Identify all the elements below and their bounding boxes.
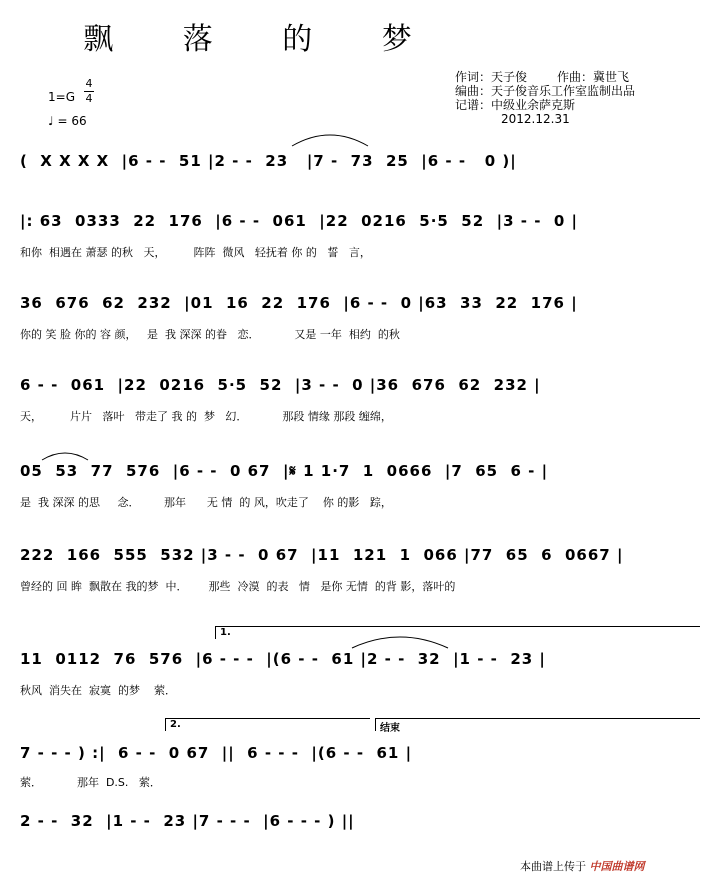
site-logo[interactable]: 中国曲谱网 [589,860,645,873]
volta-2: 2. [165,718,370,731]
volta-1: 1. [215,626,700,639]
notes-line: 36 676 62 232 |01 16 22 176 |6 - - 0 |63 33 22 176 | [20,294,578,312]
upload-note: 本曲谱上传于 [520,860,586,873]
notes-line: 11 0112 76 576 |6 - - - |(6 - - 61 |2 - - 32 |1 - - 23 | [20,650,546,668]
lyricist: 作词：天子俊 [455,70,528,84]
slur [350,630,450,650]
date: 2012.12.31 [501,112,570,126]
key-tonic: 1=G [48,90,75,104]
notes-line: 2 - - 32 |1 - - 23 |7 - - - |6 - - - ) || [20,812,355,830]
footer [520,858,645,874]
ending-marker: 结束 [375,718,700,731]
time-signature: 4 4 [85,77,93,105]
notes-line: 05 53 77 576 |6 - - 0 67 |𝄋 1 1·7 1 0666 |7 65 6 - | [20,462,549,480]
notes-line: 7 - - - ) :| 6 - - 0 67 || 6 - - - |(6 - - 61 | [20,744,413,762]
transcriber: 记谱：中级业余萨克斯 [455,98,576,112]
lyrics-line: 萦． 那年 D.S. 萦． [20,776,161,789]
lyrics-line: 曾经的 回 眸 飘散在 我的梦 中． 那些 冷漠 的表 情 是你 无情 的背 影，落叶的 [20,580,456,593]
notes-line: |: 63 0333 22 176 |6 - - 061 |22 0216 5·5 52 |3 - - 0 | [20,212,579,230]
slur [40,448,90,462]
notes-line: 222 166 555 532 |3 - - 0 67 |11 121 1 066 |77 65 6 0667 | [20,546,624,564]
arranger: 编曲：天子俊音乐工作室监制出品 [455,84,636,98]
notes-line: 6 - - 061 |22 0216 5·5 52 |3 - - 0 |36 676 62 232 | [20,376,541,394]
slur [290,128,370,148]
notes-line: ( X X X X |6 - - 51 |2 - - 23 |7 - 73 25 |6 - - 0 )| [20,152,517,170]
tempo-marking: ♩ = 66 [48,114,87,128]
lyrics-line: 你的 笑 脸 你的 容 颜， 是 我 深深 的眷 恋． 又是 一年 相约 的秋 [20,328,400,341]
credits [455,70,635,126]
lyrics-line: 是 我 深深 的思 念． 那年 无 情 的 风，吹走了 你 的影 踪， [20,496,392,509]
song-title: 飘 落 的 梦 [83,22,442,57]
lyrics-line: 秋风 消失在 寂寞 的梦 萦． [20,684,176,697]
lyrics-line: 天， 片片 落叶 带走了 我 的 梦 幻． 那段 情缘 那段 缠绵， [20,410,392,423]
composer: 作曲：冀世飞 [557,70,630,84]
lyrics-line: 和你 相遇在 萧瑟 的秋 天， 阵阵 微风 轻抚着 你 的 誓 言， [20,246,371,259]
